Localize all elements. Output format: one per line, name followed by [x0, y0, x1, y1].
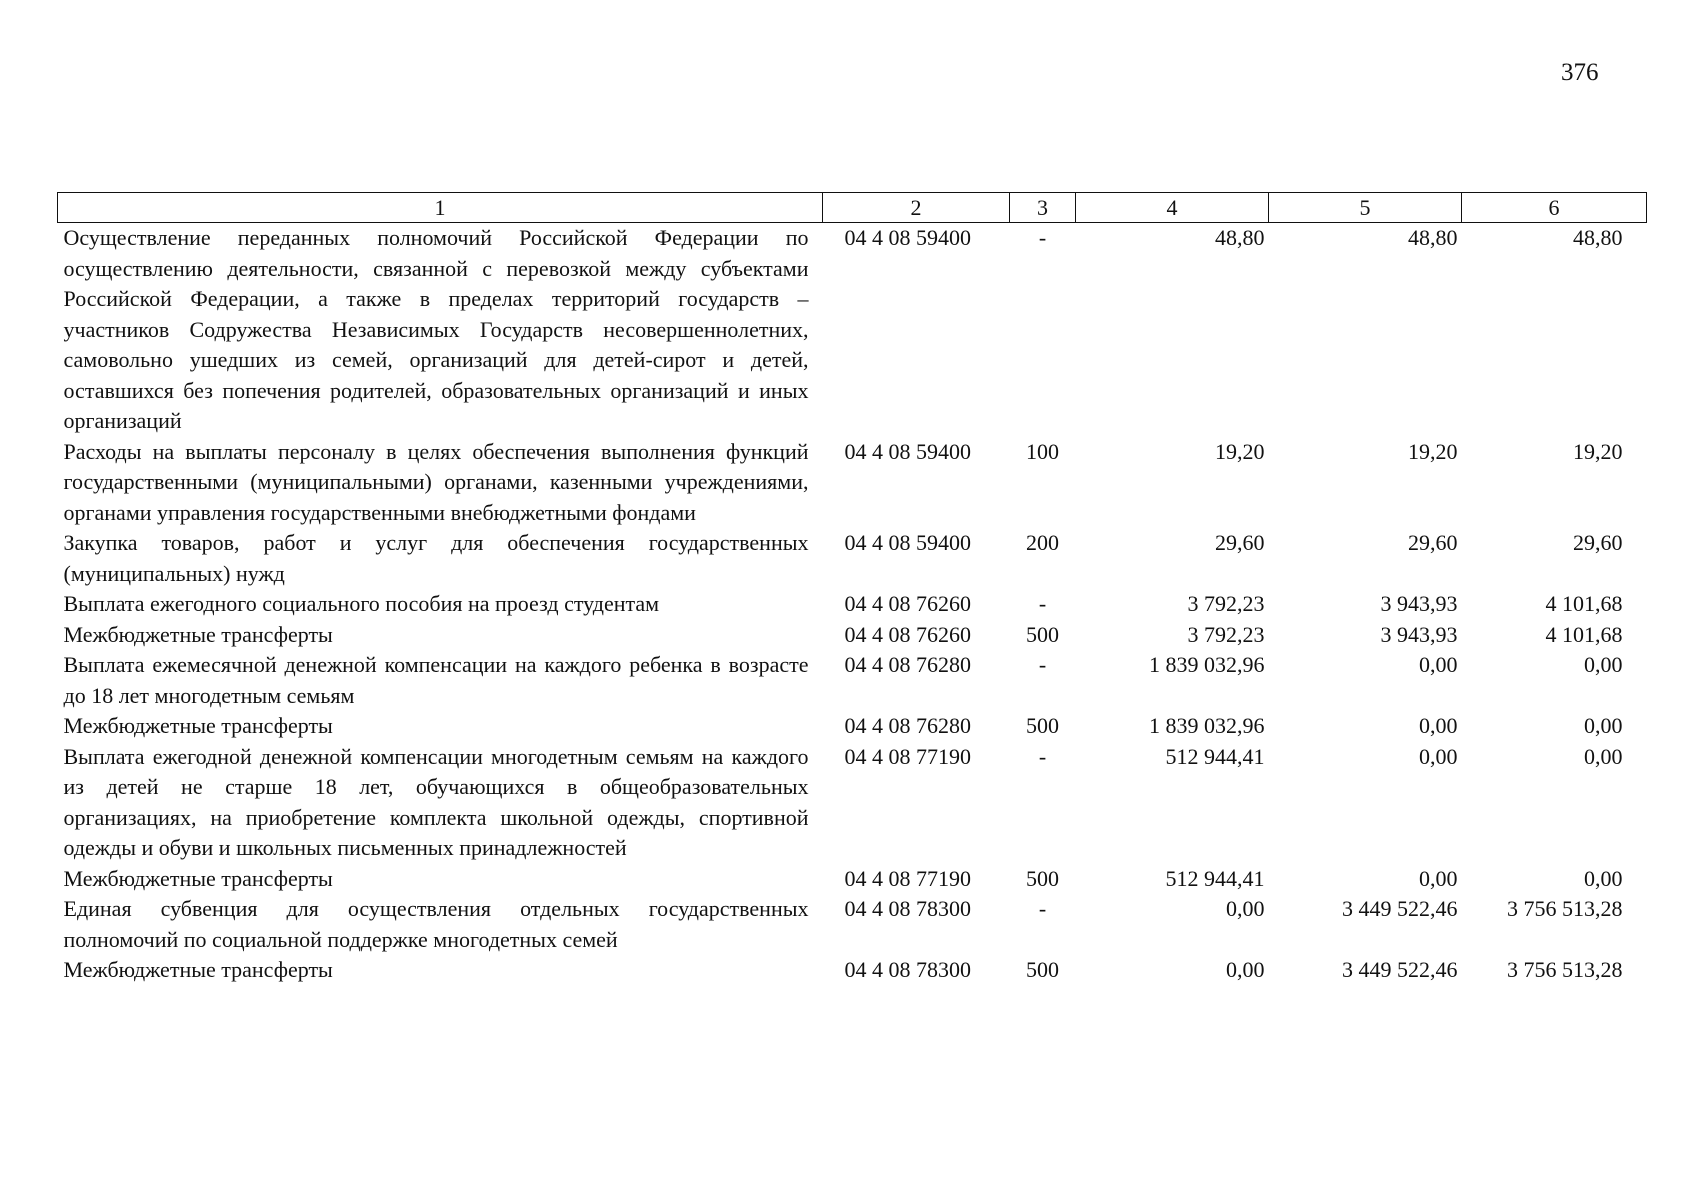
row-expense-type: 500 — [1026, 957, 1059, 982]
row-code: 04 4 08 76260 — [844, 591, 971, 616]
row-name: Выплата ежегодного социального пособия на проезд студентам — [63, 591, 660, 616]
header-row — [58, 193, 1647, 223]
column-header-6: 6 — [1462, 193, 1647, 223]
row-value-5: 3 943,93 — [1380, 591, 1458, 616]
row-name: Межбюджетные трансферты — [63, 865, 333, 891]
row-value-4: 0,00 — [1226, 896, 1265, 921]
row-value-5: 0,00 — [1419, 743, 1458, 769]
row-code: 04 4 08 59400 — [844, 530, 971, 555]
row-expense-type: - — [1038, 225, 1047, 250]
row-value-4: 48,80 — [1215, 225, 1265, 250]
row-value-6: 29,60 — [1573, 530, 1623, 555]
row-value-4: 512 944,41 — [1165, 865, 1265, 891]
row-value-6: 0,00 — [1584, 713, 1623, 738]
row-expense-type: 500 — [1026, 865, 1059, 891]
row-expense-type: 500 — [1026, 713, 1059, 738]
row-value-4: 3 792,23 — [1187, 621, 1265, 647]
row-value-6: 19,20 — [1573, 438, 1623, 464]
row-value-5: 3 943,93 — [1380, 621, 1458, 647]
row-value-5: 29,60 — [1408, 530, 1458, 555]
row-code: 04 4 08 77190 — [844, 743, 971, 769]
table-body — [58, 223, 1647, 986]
row-value-4: 512 944,41 — [1165, 743, 1265, 769]
row-code: 04 4 08 77190 — [844, 865, 971, 891]
row-name: Выплата ежемесячной денежной компенсации на каждого ребенка в возрасте до 18 лет многодетным семьям — [63, 652, 809, 708]
column-header-3: 3 — [1010, 193, 1076, 223]
row-value-4: 1 839 032,96 — [1149, 713, 1265, 738]
row-expense-type: 100 — [1026, 438, 1059, 464]
row-value-6: 3 756 513,28 — [1507, 896, 1623, 921]
table-header — [58, 193, 1647, 223]
row-name: Выплата ежегодной денежной компенсации многодетным семьям на каждого из детей не старше 18 лет, обучающихся в общеобразовательных организациях, на приобретение комплекта школьной одежды, спортивной одежды и обуви и школьных письменных принадлежностей — [63, 743, 809, 860]
table-row — [58, 437, 1647, 529]
row-expense-type: - — [1038, 652, 1047, 677]
table-row — [58, 711, 1647, 742]
row-expense-type: - — [1038, 896, 1047, 921]
table-row — [58, 620, 1647, 651]
row-code: 04 4 08 59400 — [844, 225, 971, 250]
table-row — [58, 742, 1647, 864]
table-row — [58, 955, 1647, 986]
row-value-4: 0,00 — [1226, 957, 1265, 982]
table-row — [58, 528, 1647, 589]
row-code: 04 4 08 76280 — [844, 713, 971, 738]
row-value-5: 3 449 522,46 — [1342, 957, 1458, 982]
row-value-6: 0,00 — [1584, 652, 1623, 677]
row-value-6: 48,80 — [1573, 225, 1623, 250]
column-header-5: 5 — [1269, 193, 1462, 223]
table-row — [58, 589, 1647, 620]
row-value-5: 3 449 522,46 — [1342, 896, 1458, 921]
row-name: Закупка товаров, работ и услуг для обеспечения государственных (муниципальных) нужд — [63, 530, 809, 586]
row-expense-type: - — [1038, 743, 1047, 769]
row-value-6: 4 101,68 — [1545, 591, 1623, 616]
budget-table — [57, 192, 1647, 986]
row-value-6: 0,00 — [1584, 743, 1623, 769]
row-value-4: 1 839 032,96 — [1149, 652, 1265, 677]
row-expense-type: - — [1038, 591, 1047, 616]
row-value-5: 19,20 — [1408, 438, 1458, 464]
row-name: Осуществление переданных полномочий Российской Федерации по осуществлению деятельности, связанной с перевозкой между субъектами Российской Федерации, а также в пределах территорий государств – участников Содружества Независимых Государств несовершеннолетних, самовольно ушедших из семей, организаций для детей-сирот и детей, оставшихся без попечения родителей, образовательных организаций и иных организаций — [63, 225, 809, 433]
column-header-2: 2 — [823, 193, 1010, 223]
table-row — [58, 650, 1647, 711]
row-value-6: 4 101,68 — [1545, 621, 1623, 647]
row-value-5: 0,00 — [1419, 865, 1458, 891]
row-name: Расходы на выплаты персоналу в целях обеспечения выполнения функций государственными (муниципальными) органами, казенными учреждениями, органами управления государственными внебюджетными фондами — [63, 438, 809, 525]
row-code: 04 4 08 59400 — [844, 438, 971, 464]
page-number: 376 — [1561, 59, 1599, 86]
row-value-6: 0,00 — [1584, 865, 1623, 891]
row-value-4: 3 792,23 — [1187, 591, 1265, 616]
row-expense-type: 200 — [1026, 530, 1059, 555]
row-value-4: 29,60 — [1215, 530, 1265, 555]
column-header-1: 1 — [58, 193, 823, 223]
row-value-5: 48,80 — [1408, 225, 1458, 250]
row-name: Межбюджетные трансферты — [63, 957, 333, 982]
column-header-4: 4 — [1076, 193, 1269, 223]
row-value-4: 19,20 — [1215, 438, 1265, 464]
row-code: 04 4 08 76260 — [844, 621, 971, 647]
row-expense-type: 500 — [1026, 621, 1059, 647]
row-value-5: 0,00 — [1419, 652, 1458, 677]
row-name: Межбюджетные трансферты — [63, 713, 333, 738]
table-row — [58, 864, 1647, 895]
row-code: 04 4 08 76280 — [844, 652, 971, 677]
table-row — [58, 894, 1647, 955]
row-name: Межбюджетные трансферты — [63, 621, 333, 647]
row-value-6: 3 756 513,28 — [1507, 957, 1623, 982]
row-code: 04 4 08 78300 — [844, 957, 971, 982]
table-row — [58, 223, 1647, 437]
row-name: Единая субвенция для осуществления отдельных государственных полномочий по социальной поддержке многодетных семей — [63, 896, 809, 952]
row-value-5: 0,00 — [1419, 713, 1458, 738]
row-code: 04 4 08 78300 — [844, 896, 971, 921]
